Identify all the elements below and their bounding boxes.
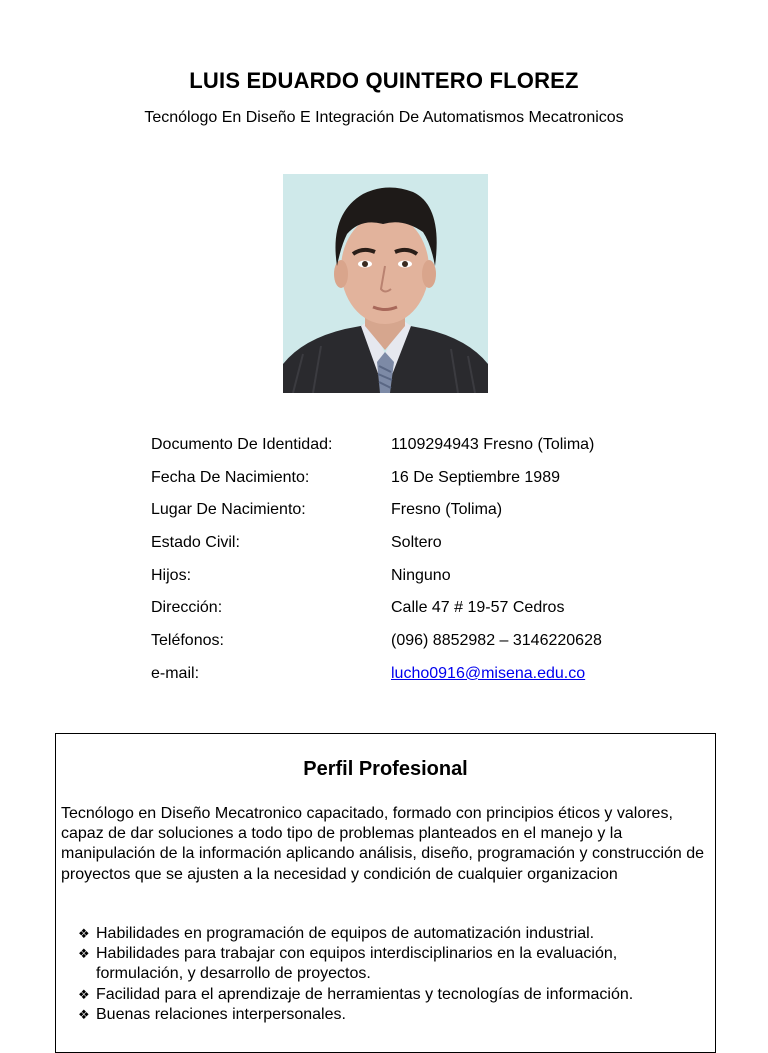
skill-text: Buenas relaciones interpersonales. xyxy=(96,1005,346,1023)
profile-heading: Perfil Profesional xyxy=(303,758,468,780)
info-value xyxy=(391,665,585,683)
info-value: 16 De Septiembre 1989 xyxy=(391,468,560,486)
diamond-bullet-icon: ❖ xyxy=(78,986,90,1002)
personal-info xyxy=(151,436,671,698)
info-row-id xyxy=(151,436,671,469)
email-link[interactable]: lucho0916@misena.edu.co xyxy=(391,664,586,682)
info-label: Teléfonos: xyxy=(151,632,224,650)
info-label: Fecha De Nacimiento: xyxy=(151,468,310,486)
info-value: Soltero xyxy=(391,534,442,552)
list-item xyxy=(78,944,708,984)
info-label: Dirección: xyxy=(151,599,223,617)
list-item xyxy=(78,985,708,1005)
info-row-marital-status xyxy=(151,534,671,567)
info-label: Lugar De Nacimiento: xyxy=(151,501,306,519)
info-label: e-mail: xyxy=(151,664,200,682)
info-value: Ninguno xyxy=(391,566,451,584)
info-row-phones xyxy=(151,632,671,665)
diamond-bullet-icon: ❖ xyxy=(78,926,90,941)
info-value: Fresno (Tolima) xyxy=(391,501,503,519)
info-label: Estado Civil: xyxy=(151,534,240,552)
info-row-email xyxy=(151,665,671,698)
info-value: (096) 8852982 – 3146220628 xyxy=(391,632,602,650)
skills-list xyxy=(78,924,708,1025)
info-row-birthdate xyxy=(151,469,671,502)
candidate-title: Tecnólogo En Diseño E Integración De Automatismos Mecatronicos xyxy=(144,109,624,126)
candidate-name: LUIS EDUARDO QUINTERO FLOREZ xyxy=(189,68,579,93)
list-item xyxy=(78,1005,708,1025)
info-label: Hijos: xyxy=(151,566,192,584)
info-label: Documento De Identidad: xyxy=(151,436,333,453)
list-item xyxy=(78,924,708,944)
skill-text: Habilidades en programación de equipos de automatización industrial. xyxy=(96,925,595,942)
profile-section xyxy=(55,733,716,1053)
skill-text: Facilidad para el aprendizaje de herramientas y tecnologías de información. xyxy=(96,985,634,1003)
info-row-address xyxy=(151,599,671,632)
skill-text: Habilidades para trabajar con equipos interdisciplinarios en la evaluación, formulación, y desarrollo de proyectos. xyxy=(96,945,618,983)
info-row-children xyxy=(151,567,671,600)
info-value: 1109294943 Fresno (Tolima) xyxy=(391,436,595,453)
profile-summary: Tecnólogo en Diseño Mecatronico capacitado, formado con principios éticos y valores, capaz de dar soluciones a todo tipo de problemas planteados en el manejo y la manipulación de la información aplicando análisis, diseño, programación y construcción de proyectos que se ajusten a la necesidad y condición de cualquier organizacion xyxy=(61,805,705,883)
diamond-bullet-icon: ❖ xyxy=(78,946,90,962)
info-row-birthplace xyxy=(151,501,671,534)
diamond-bullet-icon: ❖ xyxy=(78,1006,90,1022)
info-value: Calle 47 # 19-57 Cedros xyxy=(391,599,565,617)
portrait-photo xyxy=(283,174,488,393)
